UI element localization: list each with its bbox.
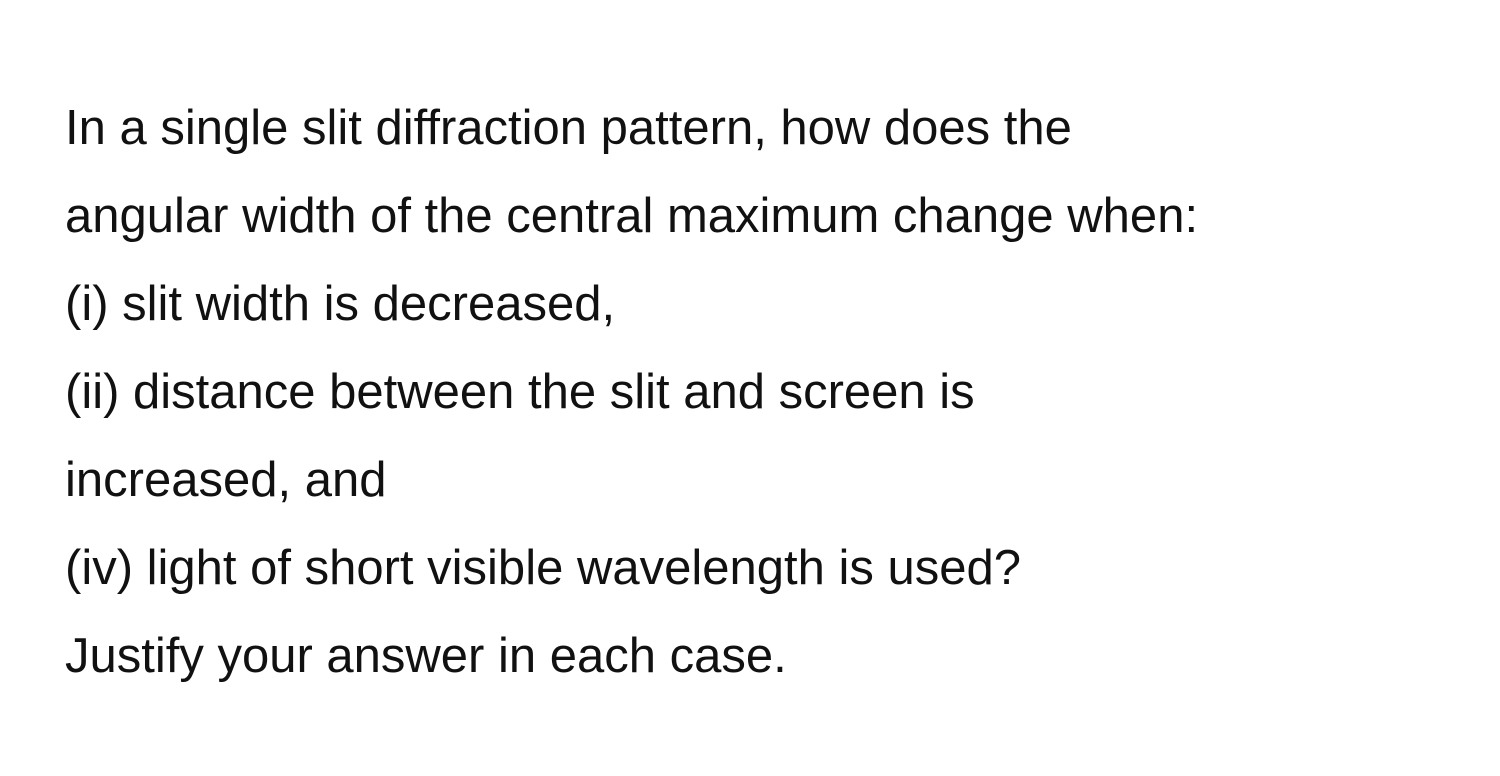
question-line: (iv) light of short visible wavelength is used? [65, 541, 1021, 595]
question-line: Justify your answer in each case. [65, 629, 787, 683]
question-line: (i) slit width is decreased, [65, 277, 616, 331]
question-text [65, 84, 1475, 700]
question-line: angular width of the central maximum change when: [65, 189, 1199, 243]
question-line: increased, and [65, 453, 387, 507]
question-line: (ii) distance between the slit and screen is [65, 365, 975, 419]
question-line: In a single slit diffraction pattern, how does the [65, 101, 1072, 155]
